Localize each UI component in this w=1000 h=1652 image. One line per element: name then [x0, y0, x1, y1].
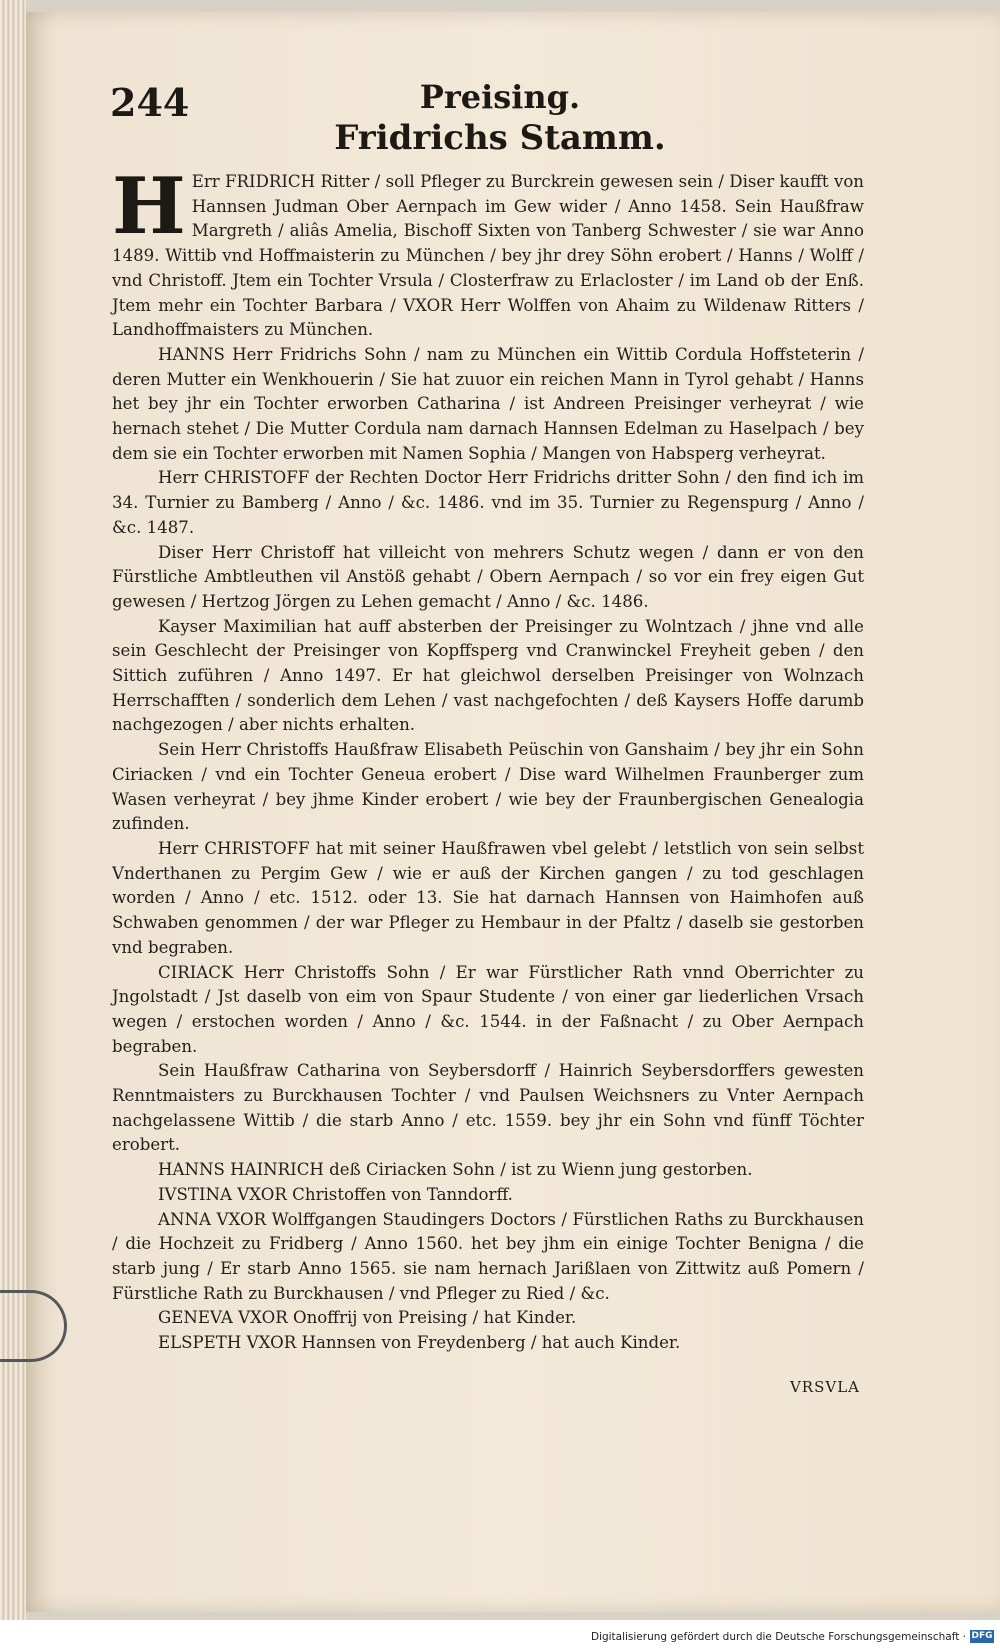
- text-body: [112, 161, 864, 1356]
- page-number: 244: [110, 80, 190, 125]
- paragraph-8: CIRIACK Herr Christoffs Sohn / Er war Fürstlicher Rath vnnd Oberrichter zu Jngolstadt / Jst daselb von eim von Spaur Studente / von einer gar liederlichen Vrsach wegen / erstochen worden / Anno / &c. 1544. in der Faßnacht / zu Ober Aernpach begraben.: [112, 962, 864, 1056]
- paragraph-14: ELSPETH VXOR Hannsen von Freydenberg / hat auch Kinder.: [158, 1333, 681, 1353]
- footer-credit: Digitalisierung gefördert durch die Deutsche Forschungsgemeinschaft ·: [590, 1631, 966, 1643]
- paragraph-11: IVSTINA VXOR Christoffen von Tanndorff.: [158, 1184, 513, 1204]
- catchword: VRSVLA: [789, 1378, 860, 1396]
- paragraph-1: [112, 161, 864, 343]
- paragraph-3: Herr CHRISTOFF der Rechten Doctor Herr Fridrichs dritter Sohn / den find ich im 34. Turnier zu Bamberg / Anno / &c. 1486. vnd im 35. Turnier zu Regenspurg / Anno / &c. 1487.: [112, 468, 864, 537]
- section-title: Fridrichs Stamm.: [334, 118, 666, 158]
- paragraph-7: Herr CHRISTOFF hat mit seiner Haußfrawen vbel gelebt / letstlich von sein selbst Vnderthanen zu Pergim Gew / wie er auß der Kirchen gangen / zu tod geschlagen worden / Anno / etc. 1512. oder 13. Sie hat darnach Hannsen von Haimhofen auß Schwaben genommen / der war Pfleger zu Hembaur in der Pfaltz / daselb sie gestorben vnd begraben.: [112, 838, 864, 957]
- paragraph-5: Kayser Maximilian hat auff absterben der Preisinger zu Wolntzach / jhne vnd alle sein Geschlecht der Preisinger von Kopffsperg vnd Cranwinckel Freyheit geben / den Sittich zuführen / Anno 1497. Er hat gleichwol derselben Preisinger von Wolnzach Herrschafften / sonderlich dem Lehen / vast nachgefochten / deß Kaysers Hoffe darumb nachgezogen / aber nichts erhalten.: [112, 616, 864, 735]
- paragraph-1-text: Err FRIDRICH Ritter / soll Pfleger zu Burckrein gewesen sein / Diser kaufft von Hannsen Judman Ober Aernpach im Gew wider / Anno 1458. Sein Haußfraw Margreth / aliâs Amelia, Bischoff Sixten von Tanberg Schwester / sie war Anno 1489. Wittib vnd Hoffmaisterin zu München / bey jhr drey Söhn erobert / Hanns / Wolff / vnd Christoff. Jtem ein Tochter Vrsula / Closterfraw zu Erlacloster / im Land ob der Enß. Jtem mehr ein Tochter Barbara / VXOR Herr Wolffen von Ahaim zu Wildenaw Ritters / Landhoffmaisters zu München.: [112, 172, 864, 340]
- paragraph-13: GENEVA VXOR Onoffrij von Preising / hat Kinder.: [158, 1308, 577, 1328]
- drop-cap: H: [112, 161, 186, 252]
- running-head: Preising.: [419, 78, 581, 116]
- paragraph-6: Sein Herr Christoffs Haußfraw Elisabeth Peüschin von Ganshaim / bey jhr ein Sohn Ciriacken / vnd ein Tochter Geneua erobert / Dise ward Wilhelmen Fraunberger zum Wasen verheyrat / bey jhme Kinder erobert / wie bey der Fraunbergischen Genealogia zufinden.: [112, 740, 864, 834]
- paragraph-4: Diser Herr Christoff hat villeicht von mehrers Schutz wegen / dann er von den Fürstliche Ambtleuthen vil Anstöß gehabt / Obern Aernpach / so vor ein frey eigen Gut gewesen / Hertzog Jörgen zu Lehen gemacht / Anno / &c. 1486.: [112, 542, 864, 611]
- paragraph-9: Sein Haußfraw Catharina von Seybersdorff / Hainrich Seybersdorffers gewesten Renntmaisters zu Burckhausen Tochter / vnd Paulsen Weichsners zu Vnter Aernpach nachgelassene Wittib / die starb Anno / etc. 1559. bey jhr ein Sohn vnd fünff Töchter erobert.: [112, 1061, 864, 1155]
- paragraph-12: ANNA VXOR Wolffgangen Staudingers Doctors / Fürstlichen Raths zu Burckhausen / die Hochzeit zu Fridberg / Anno 1560. het bey jhm ein einige Tochter Benigna / die starb jung / Er starb Anno 1565. sie nam hernach Jarißlaen von Zittwitz auß Pomern / Fürstliche Rath zu Burckhausen / vnd Pfleger zu Ried / &c.: [112, 1209, 864, 1303]
- dfg-logo-icon: DFG: [971, 1631, 993, 1641]
- paragraph-10: HANNS HAINRICH deß Ciriacken Sohn / ist zu Wienn jung gestorben.: [158, 1160, 753, 1180]
- page-edges: [0, 0, 26, 1620]
- paragraph-2: HANNS Herr Fridrichs Sohn / nam zu München ein Wittib Cordula Hoffsteterin / deren Mutter ein Wenkhouerin / Sie hat zuuor ein reichen Mann in Tyrol gehabt / Hanns het bey jhr ein Tochter erworben Catharina / ist Andreen Preisinger verheyrat / wie hernach stehet / Die Mutter Cordula nam darnach Hannsen Edelman zu Haselpach / bey dem sie ein Tochter erworben mit Namen Sophia / Mangen von Habsperg verheyrat.: [112, 344, 864, 463]
